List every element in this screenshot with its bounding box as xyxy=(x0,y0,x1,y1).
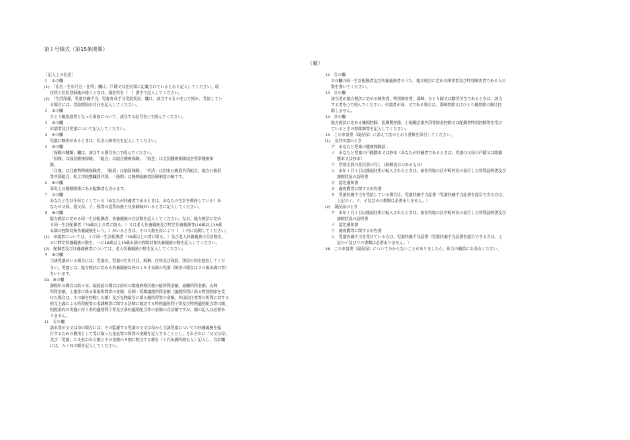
note-line: 地方税法に定める同一生計配偶者、扶養親族の合計数を記入してください。なお、地方税法に定め xyxy=(50,216,222,222)
note-line: る場合には、受給開始年月日を記入してください。 xyxy=(50,102,140,108)
note-line: ウ 養育費等に関する申告書 xyxy=(331,228,382,234)
note-line: (2) 「生活保護、児童扶養手当、児童育成手当受給状況」欄は、該当するものを○で囲み、受給してい xyxy=(44,96,223,102)
note-line: ３ ③の欄 xyxy=(44,120,64,126)
note-line: エ 本年１月２日以後現住所に転入されたときは、前住所地の区市町村長の発行した所得証明書及び xyxy=(331,168,507,174)
note-line: 13 ⑬の欄 xyxy=(325,90,346,96)
note-line: (2) 配偶者及び扶養義務者については、老人扶養親族の数を記入してください。 xyxy=(44,246,186,252)
note-line: ロに特定扶養親族の数を、ハに16歳以上19歳未満の控除対象扶養親族の数を記入してください。 xyxy=(50,240,220,246)
form-number-label: 第１号様式（第15条関係） xyxy=(44,47,108,53)
note-line: 上記のイ、ウ、オ及びカの書類は必要ありません。） xyxy=(337,198,430,204)
note-line: あなたと生計を同じくしている（あなたが扶養者であるときは、あなたの生計を維持している）あ xyxy=(50,198,222,204)
note-line: ６ ⑥の欄 xyxy=(44,180,64,186)
note-line: 当該児童がいる場合には、児童名、児童の生年月日、続柄、住所及び同居、別居の別を提出してくだ xyxy=(50,258,226,264)
note-line: オ 認定通知書 xyxy=(331,180,359,186)
note-line: 16 この申請書（現況届）について分からないことがありましたら、担当の職員にお尋ねください。 xyxy=(325,246,502,252)
note-line: ひとり親家庭等となった事由について、該当する記号を○で囲んでください。 xyxy=(50,114,186,120)
note-line: 課税状況の証明書 xyxy=(337,216,369,222)
note-line: 「日雇」は日雇特例被保険者、「船員」は船員保険、「共済」は国家公務員共済組合、地方公務員 xyxy=(50,168,222,174)
note-line: 住所と住民登録地が違うときは、現住所を（ ）書きで記入してください。 xyxy=(50,90,183,96)
note-line: 除しません。 xyxy=(331,108,355,114)
note-line: 15 この申請書（現況届）に添えて次のとおり書類を添付してください。 xyxy=(325,132,455,138)
notes-left-column xyxy=(44,72,309,349)
note-line: 12 ⑫の欄 xyxy=(325,72,346,77)
note-line: 及び「児童」に支払われた額とその金額の８割に相当する額を（１円未満四捨五入）記入し、合計欄 xyxy=(50,336,226,342)
note-line: 謄本又は抄本） xyxy=(337,156,365,162)
note-line: けた場合は、その額を控除した額）及び先物取引に係る雑所得等の金額、外国居住者等の所得に対する xyxy=(50,294,229,300)
note-line: 10 ⑩の欄 xyxy=(44,276,65,282)
note-line: 「国保」は国民健康保険、「組合」は組合健康保険、「協会」は全国健康保険協会管掌健康保 xyxy=(50,156,214,162)
note-line: ア 本年１月２日以後現住所に転入されたときは、前住所地の区市町村長の発行した所得証明書及び xyxy=(331,210,507,216)
note-line: ⑦の欄の同一生計配偶者及び扶養義務者のうち、地方税法に定める障害者及び特別障害者である人の xyxy=(331,78,506,84)
note-line: 険、 xyxy=(50,162,58,168)
note-line: 未満の控除対象扶養親族をいう。）がいるときは、その人数を次により（ ）内に再掲してください。 xyxy=(50,228,229,234)
note-line: ア あなたと児童の健康保険証 xyxy=(331,144,386,150)
note-line: カ 養育費等に関する申告書 xyxy=(331,186,382,192)
note-line: る同一生計配偶者（70歳以上の者に限る。）又は老人扶養親族及び特定扶養親族等(16歳以上19歳 xyxy=(50,222,222,228)
note-line: イ 認定通知書 xyxy=(331,222,359,228)
note-line: 申請者及び児童について記入してください。 xyxy=(50,126,128,132)
page-side-label: （裏） xyxy=(307,61,323,67)
note-line: 課税状況の証明書 xyxy=(337,174,369,180)
note-line: (1) 「氏名・生年月日・住所」欄は、戸籍又は住民票に記載されているとおり記入してください。現 xyxy=(44,84,219,90)
note-line: 記のイ及びウの書類は必要ありません。） xyxy=(337,240,412,246)
note-line: ５ ⑤の欄 xyxy=(44,144,64,150)
note-line: ４ ④の欄 xyxy=(44,132,64,138)
note-line: 等共済組合、私立学校教職員共済、「後期」は後期高齢者医療制度の略です。 xyxy=(50,174,186,180)
notes-right-column xyxy=(325,72,587,252)
note-line: 数を書いてください。 xyxy=(331,84,370,90)
note-line: する者を○で囲んでください。申請者が母、又である場合は、寡婦控除又はひとり親控除の額は控 xyxy=(331,102,502,108)
note-line: さい。児童とは、地方税法に定める扶養親族以外の１８才未満の児童（障害の場合は２０歳未満の者） xyxy=(50,264,229,270)
note-line: キ 児童扶養手当を受給している場合は、児童扶養手当証書（児童扶養手当証書を提示できる方は、 xyxy=(331,192,507,198)
note-line: ［記入上の注意］ xyxy=(44,72,76,77)
note-line: をいいます。 xyxy=(50,270,74,276)
note-line: 14 ⑭の欄 xyxy=(325,114,346,120)
note-line: (2) 現況届のとき xyxy=(325,204,358,210)
note-line: ８ ⑧の欄 xyxy=(44,210,64,216)
note-line: (1) 交付申請のとき xyxy=(325,138,362,144)
note-line: ているときの控除額等を記入してください。 xyxy=(331,126,409,132)
note-line: ２ ②の欄 xyxy=(44,108,64,114)
note-line: エ 児童扶養手当を受けている方は、児童扶養手当証書（児童扶養手当証書を提示できる方は、上 xyxy=(331,234,503,240)
note-line: 租税条約の実施に伴う条約適用利子等及び条約適用配当等の金額の合計額ですが、額の記入は必要あ xyxy=(50,306,226,312)
note-line: 請求者が父又は母の場合には、その監護する児童の父又は母から当該児童についての扶養義務を履 xyxy=(50,324,222,330)
note-line: には、Ａ＋Ｂの額を記入してください。 xyxy=(50,342,121,348)
note-line: ウ 世帯全員の住民票の写し（続柄表示のあるもの） xyxy=(331,162,425,168)
note-line: イ あなたと児童の戸籍謄本又は抄本（あなたが扶養者であるときは、児童の父母の戸籍又は除籍 xyxy=(331,150,503,156)
note-line: (1) 申請者については、イに同一生計配偶者（70歳以上の者に限る。）及び老人扶養親族の合計数を、 xyxy=(44,234,226,240)
note-line: 事実上の婚姻関係にある配偶者も含みます。 xyxy=(50,186,128,192)
note-line: １ ①の欄 xyxy=(44,78,64,84)
note-line: なたの父母、祖父母、子、孫等の直系血族と兄弟姉妹がいるときに記入してください。 xyxy=(50,204,202,210)
note-line: 行するための費用として受け取った金品等の所得の金額を記入することとし、それぞれに「父又は母」 xyxy=(50,330,229,336)
note-line: 地方税法に定める雑損控除、医療費控除、小規模企業共済等掛金控除又は配偶者特別控除等を受け xyxy=(331,120,503,126)
note-line: 該当者が地方税法に定める障害者、特別障害者、寡婦、ひとり親又は勤労学生であるときは、該当 xyxy=(331,96,503,102)
note-line: りません。 xyxy=(50,312,70,318)
note-line: 児童に障害があるときは、氏名と障害名を記入してください。 xyxy=(50,138,159,144)
note-line: ７ ⑦の欄 xyxy=(44,192,64,198)
note-line: 所得金額、土地等に係る事業所得等の金額、長期・短期譲渡所得金額（譲渡所得に係る特別控除を受 xyxy=(50,288,226,294)
note-line: 「保険の種類」欄は、該当する番号を○で囲んでください。 xyxy=(50,150,155,156)
note-line: 相互主義による所得税等の非課税等に関する法律に規定する特例適用利子等及び特例適用配当等の額、 xyxy=(50,300,229,306)
note-line: 課税年の場合は前々年、現況届の場合は前年の都道府県民税の総所得金額、退職所得金額、山林 xyxy=(50,282,218,288)
note-line: ９ ⑨の欄 xyxy=(44,252,64,258)
note-line: 11 ⑪の欄 xyxy=(44,318,65,324)
